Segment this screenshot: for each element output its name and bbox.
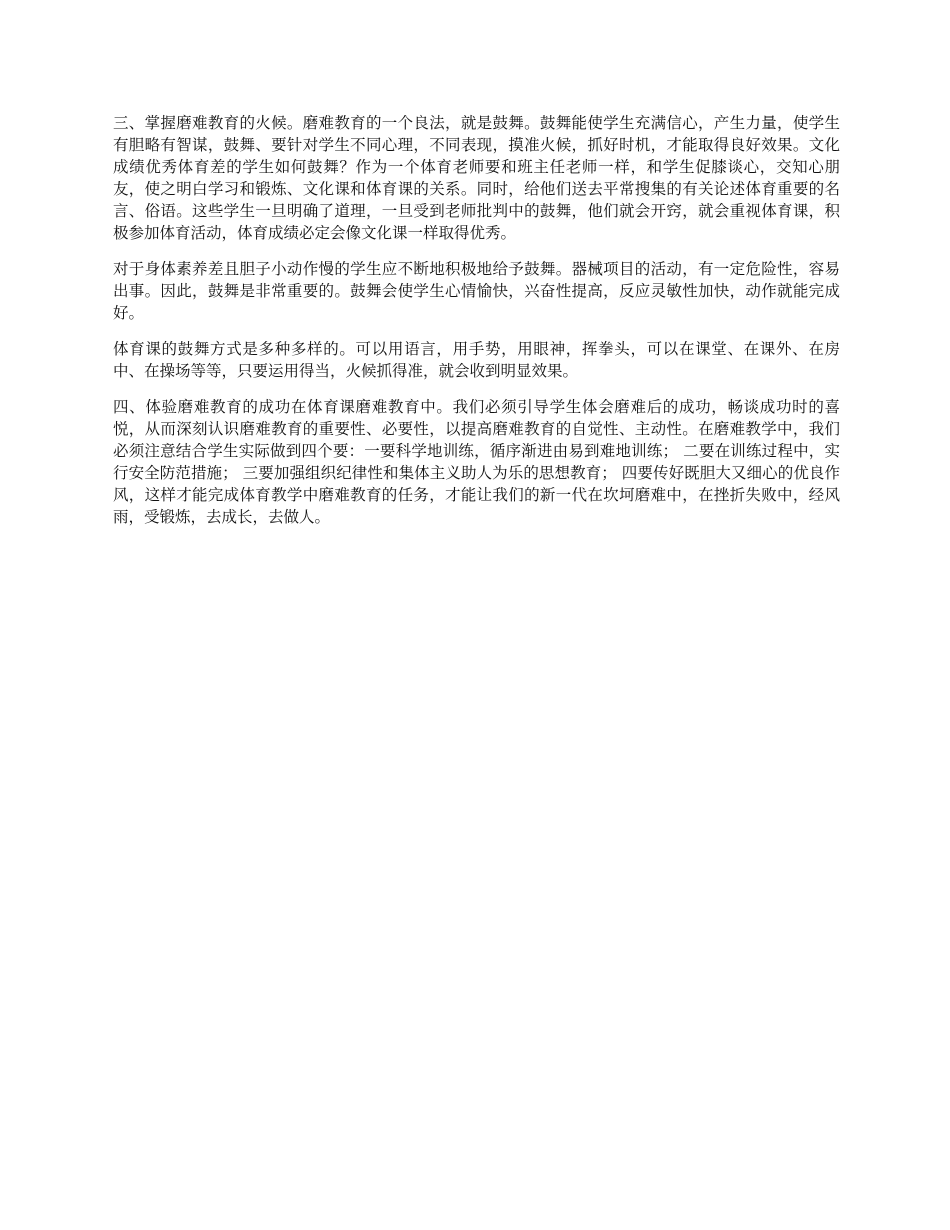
paragraph-1: 三、掌握磨难教育的火候。磨难教育的一个良法，就是鼓舞。鼓舞能使学生充满信心，产生力量，使学生有胆略有智谋，鼓舞、要针对学生不同心理，不同表现，摸准火候，抓好时机，才能取得良好效果。文化成绩优秀体育差的学生如何鼓舞？作为一个体育老师要和班主任老师一样，和学生促膝谈心，交知心朋友，使之明白学习和锻炼、文化课和体育课的关系。同时，给他们送去平常搜集的有关论述体育重要的名言、俗语。这些学生一旦明确了道理，一旦受到老师批判中的鼓舞，他们就会开窍，就会重视体育课，积极参加体育活动，体育成绩必定会像文化课一样取得优秀。 (113, 114, 840, 242)
paragraph-3: 体育课的鼓舞方式是多种多样的。可以用语言，用手势，用眼神，挥拳头，可以在课堂、在课外、在房中、在操场等等，只要运用得当，火候抓得准，就会收到明显效果。 (113, 340, 840, 380)
paragraph-4: 四、体验磨难教育的成功在体育课磨难教育中。我们必须引导学生体会磨难后的成功，畅谈成功时的喜悦，从而深刻认识磨难教育的重要性、必要性，以提高磨难教育的自觉性、主动性。在磨难教学中，我们必须注意结合学生实际做到四个要：一要科学地训练，循序渐进由易到难地训练； 二要在训练过程中，实行安全防范措施； 三要加强组织纪律性和集体主义助人为乐的思想教育； 四要传好既胆大又细心的优良作风，这样才能完成体育教学中磨难教育的任务，才能让我们的新一代在坎坷磨难中，在挫折失败中，经风雨，受锻炼，去成长，去做人。 (113, 398, 840, 526)
document-body (113, 112, 840, 542)
paragraph-2: 对于身体素养差且胆子小动作慢的学生应不断地积极地给予鼓舞。器械项目的活动，有一定危险性，容易出事。因此，鼓舞是非常重要的。鼓舞会使学生心情愉快，兴奋性提高，反应灵敏性加快，动作就能完成好。 (113, 260, 840, 322)
